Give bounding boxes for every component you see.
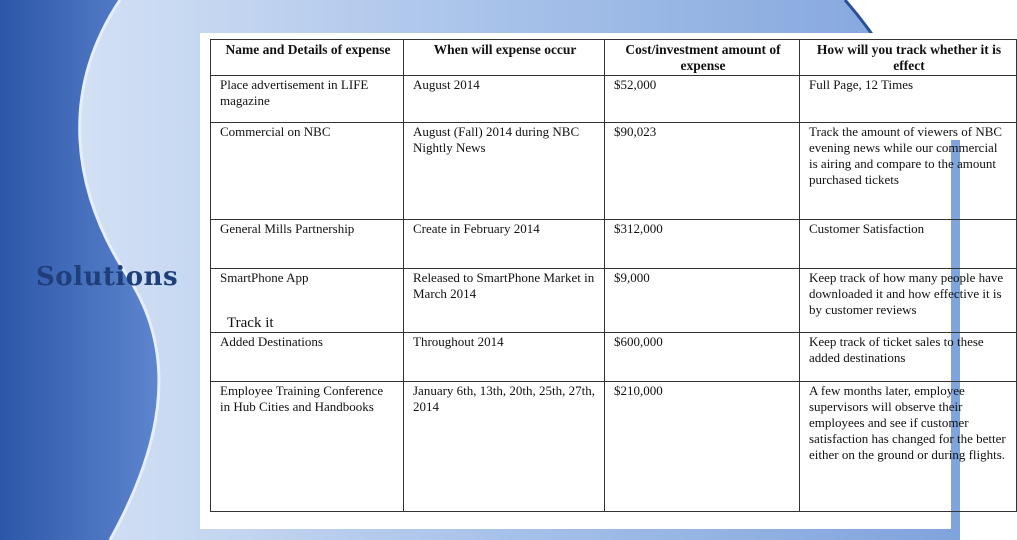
cell-when: January 6th, 13th, 20th, 25th, 27th, 2014	[404, 382, 605, 512]
cell-track: A few months later, employee supervisors will observe their employees and see if customer satisfaction has changed for the better either on the ground or during flights.	[800, 382, 1017, 512]
cell-cost: $52,000	[605, 76, 800, 123]
cell-track: Customer Satisfaction	[800, 220, 1017, 269]
cell-when: Throughout 2014	[404, 333, 605, 382]
cell-track: Keep track of ticket sales to these added destinations	[800, 333, 1017, 382]
cell-name: Added Destinations	[211, 333, 404, 382]
slide-title: Solutions	[36, 262, 179, 292]
header-cost: Cost/investment amount of expense	[605, 40, 800, 76]
cell-name: General Mills Partnership	[211, 220, 404, 269]
cell-when: August 2014	[404, 76, 605, 123]
cell-cost: $90,023	[605, 123, 800, 220]
cell-when: Released to SmartPhone Market in March 2014	[404, 269, 605, 333]
cell-name: Commercial on NBC	[211, 123, 404, 220]
cell-when: Create in February 2014	[404, 220, 605, 269]
cell-track: Track the amount of viewers of NBC evening news while our commercial is airing and compare to the amount purchased tickets	[800, 123, 1017, 220]
cell-track: Full Page, 12 Times	[800, 76, 1017, 123]
header-name: Name and Details of expense	[211, 40, 404, 76]
cell-cost: $210,000	[605, 382, 800, 512]
table-row	[211, 333, 1017, 382]
header-track: How will you track whether it is effect	[800, 40, 1017, 76]
cell-cost: $9,000	[605, 269, 800, 333]
cell-cost: $312,000	[605, 220, 800, 269]
track-it-note: Track it	[227, 315, 274, 331]
table-row	[211, 220, 1017, 269]
table-row	[211, 123, 1017, 220]
cell-name: Employee Training Conference in Hub Cities and Handbooks	[211, 382, 404, 512]
expense-table	[210, 39, 1017, 512]
cell-name: SmartPhone App	[211, 269, 404, 333]
table-row	[211, 382, 1017, 512]
table-row	[211, 269, 1017, 333]
cell-name: Place advertisement in LIFE magazine	[211, 76, 404, 123]
cell-when: August (Fall) 2014 during NBC Nightly News	[404, 123, 605, 220]
expense-table-image	[200, 33, 1006, 529]
cell-track: Keep track of how many people have downloaded it and how effective it is by customer reviews	[800, 269, 1017, 333]
cell-cost: $600,000	[605, 333, 800, 382]
table-row	[211, 76, 1017, 123]
header-when: When will expense occur	[404, 40, 605, 76]
table-header-row	[211, 40, 1017, 76]
